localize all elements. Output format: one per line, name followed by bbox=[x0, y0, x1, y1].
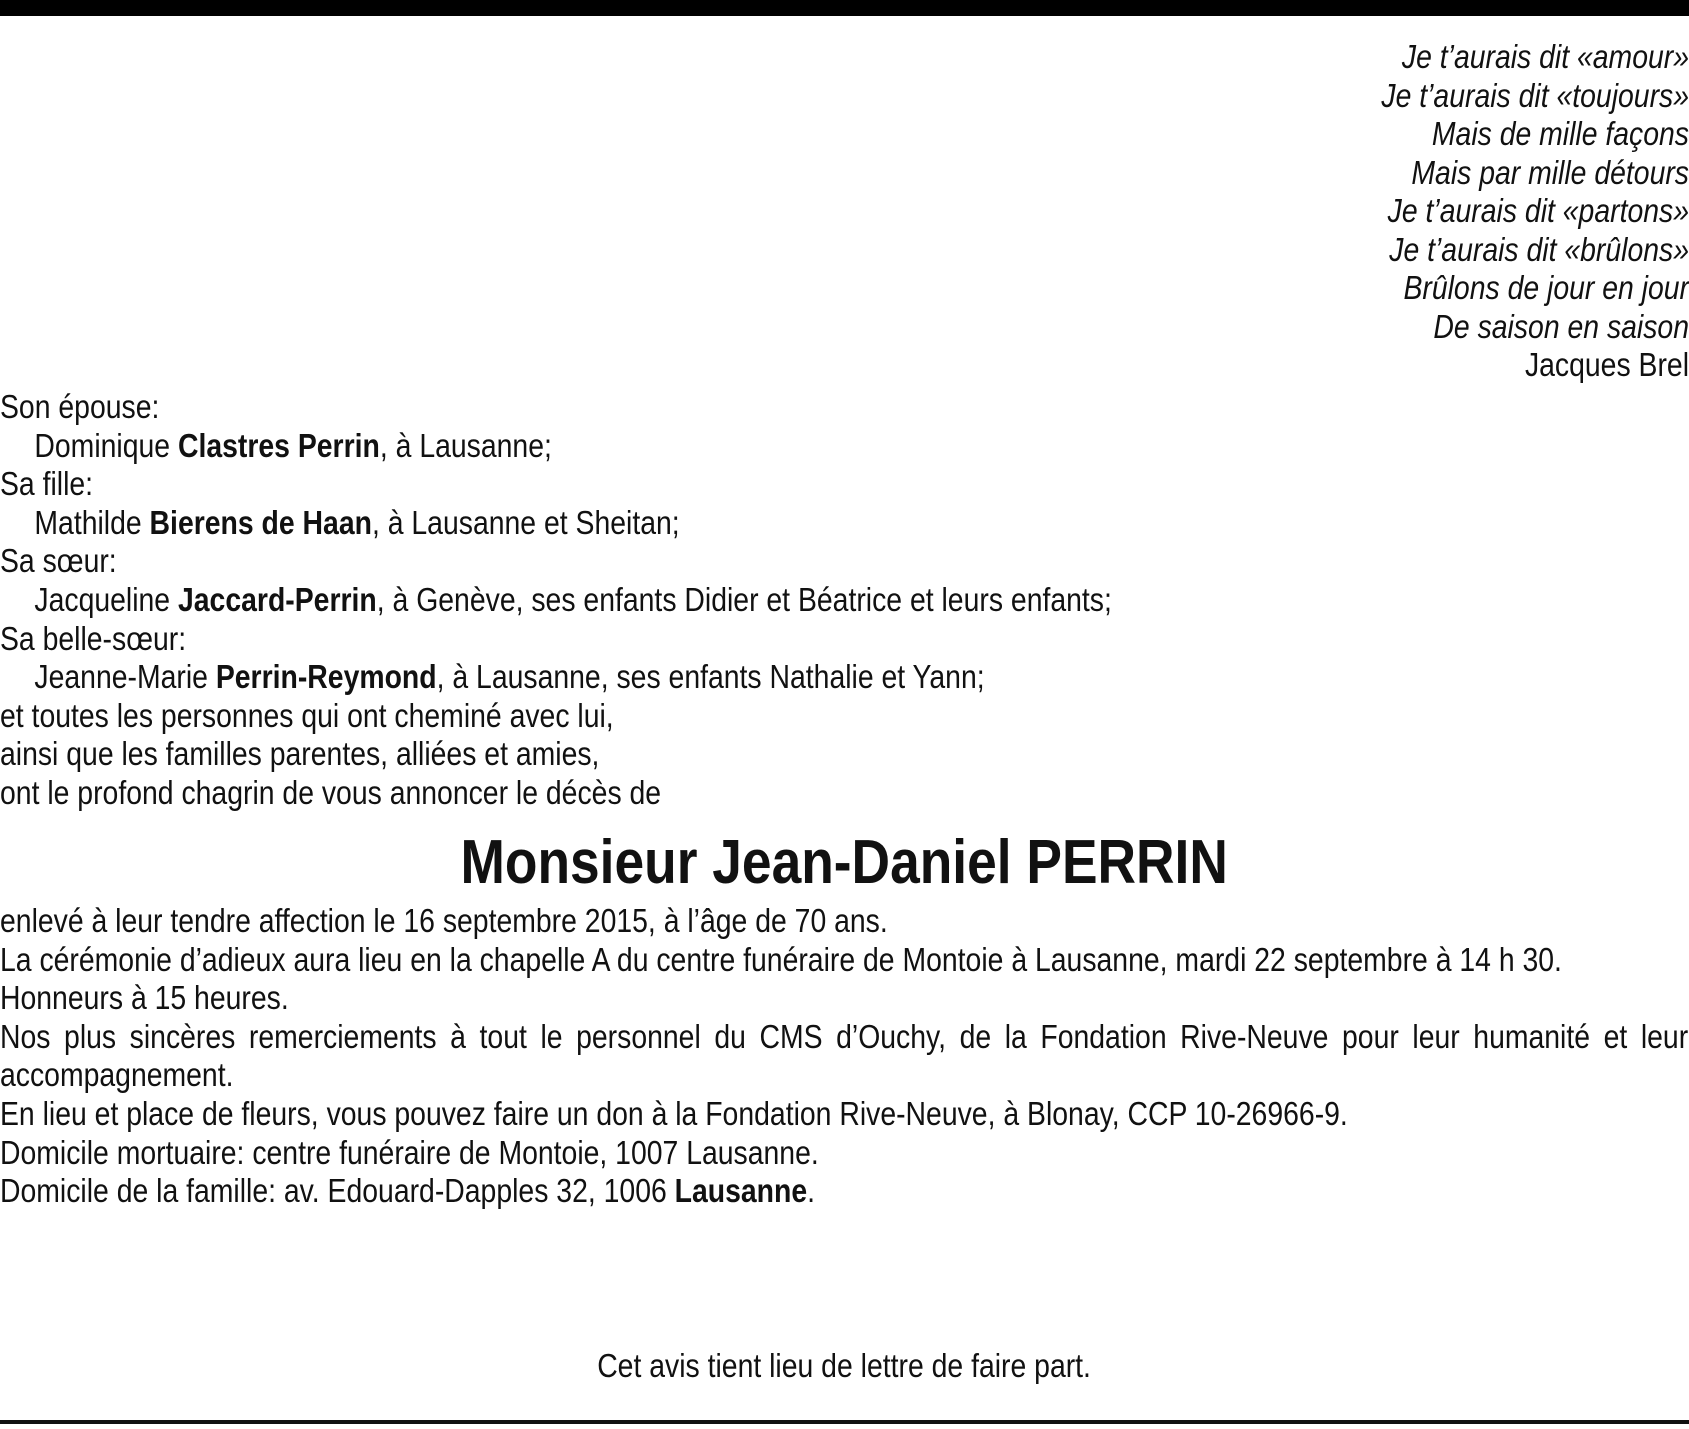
ceremony-paragraph: La cérémonie d’adieux aura lieu en la chapelle A du centre funéraire de Montoie à Lausanne, mardi 22 septembre à 14 h 30. bbox=[0, 940, 1562, 978]
poem-line: De saison en saison bbox=[1433, 307, 1689, 345]
mortuary-paragraph: Domicile mortuaire: centre funéraire de Montoie, 1007 Lausanne. bbox=[0, 1133, 819, 1171]
address-period: . bbox=[807, 1172, 816, 1210]
bottom-rule bbox=[0, 1420, 1689, 1424]
poem-epigraph bbox=[1087, 38, 1689, 385]
thanks-paragraph: Nos plus sincères remerciements à tout le personnel du CMS d’Ouchy, de la Fondation Rive-Neuve pour leur humanité et leur accompagnement. bbox=[0, 1017, 1689, 1094]
member-surname: Jaccard-Perrin bbox=[177, 580, 377, 618]
family-member bbox=[0, 504, 1634, 543]
footer-note bbox=[0, 1346, 1689, 1386]
family-list bbox=[0, 388, 1634, 813]
honors-paragraph: Honneurs à 15 heures. bbox=[0, 979, 289, 1017]
notice-body bbox=[0, 902, 1688, 1211]
member-first-name: Jacqueline bbox=[34, 580, 178, 618]
member-details: , à Lausanne et Sheitan; bbox=[371, 503, 680, 541]
member-surname: Clastres Perrin bbox=[177, 426, 380, 464]
closing-line: ont le profond chagrin de vous annoncer le décès de bbox=[0, 773, 662, 811]
poem-line: Mais de mille façons bbox=[1431, 115, 1689, 152]
member-first-name: Jeanne-Marie bbox=[34, 658, 216, 696]
poem-line: Brûlons de jour en jour bbox=[1403, 269, 1689, 306]
deceased-name-heading bbox=[0, 828, 1689, 898]
deceased-name: Monsieur Jean-Daniel PERRIN bbox=[460, 828, 1229, 897]
poem-line: Mais par mille détours bbox=[1411, 153, 1689, 191]
closing-line: ainsi que les familles parentes, alliées et amies, bbox=[0, 735, 600, 773]
top-rule bbox=[0, 0, 1689, 16]
member-details: , à Genève, ses enfants Didier et Béatrice et leurs enfants; bbox=[376, 580, 1112, 618]
family-member bbox=[0, 581, 1634, 620]
family-member bbox=[0, 427, 1634, 466]
notice-paragraph: enlevé à leur tendre affection le 16 septembre 2015, à l’âge de 70 ans. bbox=[0, 902, 888, 939]
closing-line: et toutes les personnes qui ont cheminé avec lui, bbox=[0, 696, 614, 734]
poem-line: Je t’aurais dit «partons» bbox=[1387, 192, 1689, 229]
donation-paragraph: En lieu et place de fleurs, vous pouvez faire un don à la Fondation Rive-Neuve, à Blonay, CCP 10-26966-9. bbox=[0, 1094, 1348, 1132]
poem-author: Jacques Brel bbox=[1524, 346, 1689, 383]
family-city: Lausanne bbox=[674, 1172, 808, 1210]
member-surname: Bierens de Haan bbox=[149, 503, 372, 541]
relation-label: Sa belle-sœur: bbox=[0, 619, 187, 657]
poem-line: Je t’aurais dit «brûlons» bbox=[1389, 230, 1689, 268]
relation-label: Son épouse: bbox=[0, 388, 160, 425]
footer-text: Cet avis tient lieu de lettre de faire part. bbox=[597, 1347, 1092, 1384]
member-first-name: Dominique bbox=[34, 426, 178, 464]
member-surname: Perrin-Reymond bbox=[215, 658, 437, 696]
relation-label: Sa fille: bbox=[0, 465, 94, 503]
poem-line: Je t’aurais dit «amour» bbox=[1401, 38, 1689, 75]
family-member bbox=[0, 658, 1634, 697]
poem-line: Je t’aurais dit «toujours» bbox=[1381, 76, 1689, 114]
member-details: , à Lausanne; bbox=[379, 426, 552, 464]
member-first-name: Mathilde bbox=[34, 503, 150, 541]
relation-label: Sa sœur: bbox=[0, 542, 117, 580]
family-address: Domicile de la famille: av. Edouard-Dapples 32, 1006 bbox=[0, 1172, 675, 1210]
family-address-paragraph bbox=[0, 1172, 1688, 1211]
member-details: , à Lausanne, ses enfants Nathalie et Yann; bbox=[436, 658, 985, 696]
